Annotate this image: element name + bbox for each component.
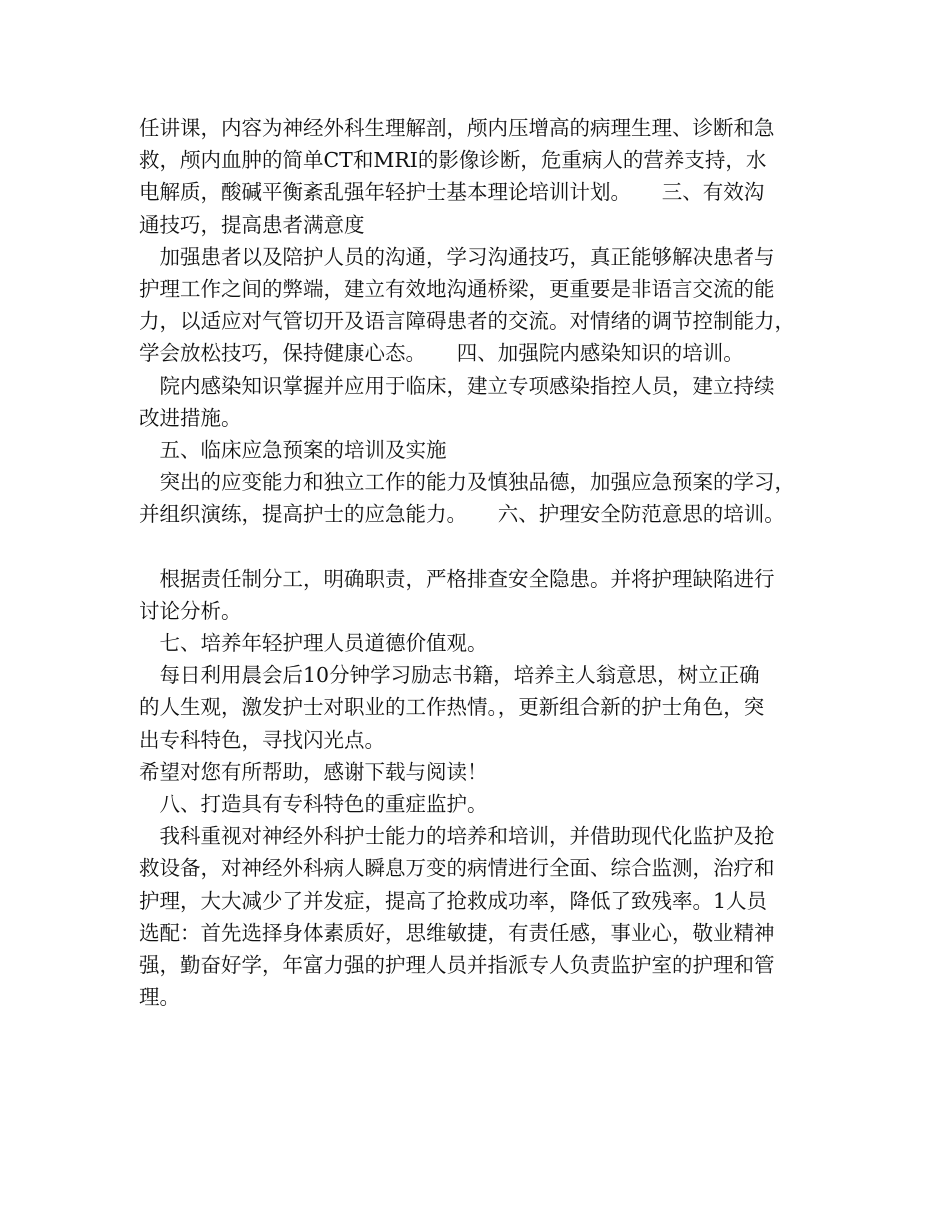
section-heading: 五、临床应急预案的培训及实施 — [139, 437, 447, 462]
text-line: 救，颅内血肿的简单CT和MRI的影像诊断，危重病人的营养支持，水 — [139, 148, 767, 173]
text-line: 护理，大大减少了并发症，提高了抢救成功率，降低了致残率。1人员 — [139, 888, 768, 913]
text-line: 院内感染知识掌握并应用于临床，建立专项感染指控人员，建立持续 — [139, 373, 775, 398]
text-line: 并组织演练，提高护士的应急能力。 六、护理安全防范意思的培训。 — [139, 502, 785, 527]
text-line: 出专科特色，寻找闪光点。 — [139, 727, 385, 752]
section-heading: 七、培养年轻护理人员道德价值观。 — [139, 631, 488, 655]
text-line: 我科重视对神经外科护士能力的培养和培训，并借助现代化监护及抢 — [139, 824, 775, 849]
text-line: 改进措施。 — [139, 405, 242, 430]
text-line: 电解质，酸碱平衡紊乱强年轻护士基本理论培训计划。 三、有效沟 — [139, 180, 765, 205]
blank-line — [139, 530, 829, 562]
text-line: 突出的应变能力和独立工作的能力及慎独品德，加强应急预案的学习， — [139, 470, 795, 495]
text-line: 的人生观，激发护士对职业的工作热情。，更新组合新的护士角色，突 — [139, 695, 765, 720]
text-line: 护理工作之间的弊端，建立有效地沟通桥梁，更重要是非语言交流的能 — [139, 276, 775, 301]
text-line: 加强患者以及陪护人员的沟通，学习沟通技巧，真正能够解决患者与 — [139, 244, 775, 269]
text-line: 根据责任制分工，明确职责，严格排查安全隐患。并将护理缺陷进行 — [139, 566, 775, 591]
text-line: 力，以适应对气管切开及语言障碍患者的交流。对情绪的调节控制能力， — [139, 309, 795, 334]
text-line: 讨论分析。 — [139, 598, 242, 623]
text-line: 任讲课，内容为神经外科生理解剖，颅内压增高的病理生理、诊断和急 — [139, 116, 775, 140]
text-line: 强，勤奋好学，年富力强的护理人员并指派专人负责监护室的护理和管 — [139, 952, 775, 977]
closing-note: 希望对您有所帮助，感谢下载与阅读！ — [139, 759, 488, 784]
text-line: 学会放松技巧，保持健康心态。 四、加强院内感染知识的培训。 — [139, 341, 744, 366]
text-line: 救设备，对神经外科病人瞬息万变的病情进行全面、综合监测，治疗和 — [139, 856, 775, 881]
section-heading: 八、打造具有专科特色的重症监护。 — [139, 791, 488, 816]
text-line: 通技巧，提高患者满意度 — [139, 212, 365, 237]
text-line: 每日利用晨会后10分钟学习励志书籍，培养主人翁意思，树立正确 — [139, 663, 760, 688]
document-body — [139, 112, 829, 1013]
text-line: 选配：首先选择身体素质好，思维敏捷，有责任感，事业心，敬业精神 — [139, 920, 775, 945]
text-line: 理。 — [139, 985, 180, 1010]
